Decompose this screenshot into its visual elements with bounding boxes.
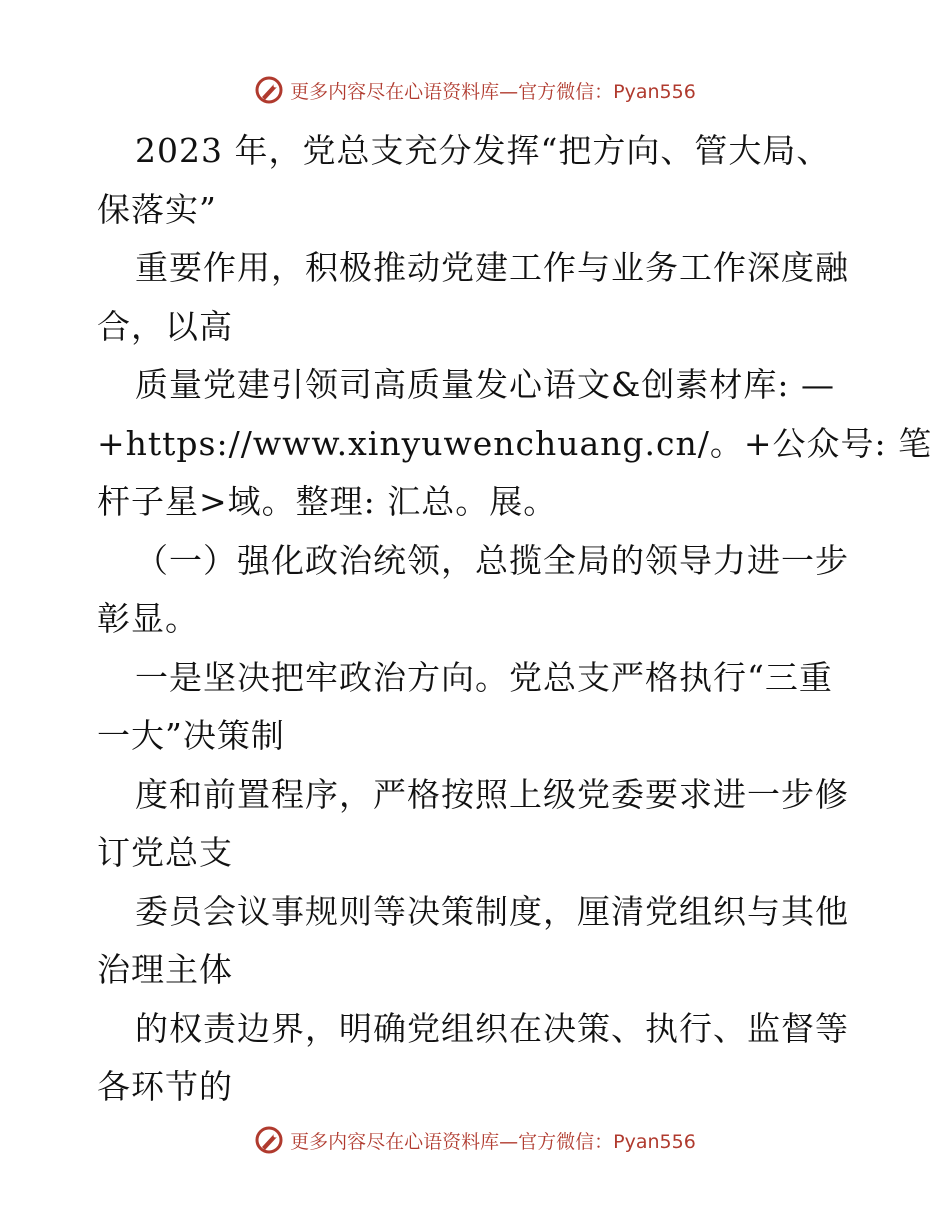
- text-line: 委员会议事规则等决策制度，厘清党组织与其他: [135, 891, 849, 931]
- text-line: 保落实”: [97, 189, 217, 229]
- document-body: [97, 122, 933, 1117]
- footer-watermark-text: 更多内容尽在心语资料库—官方微信：Pyan556: [290, 1130, 696, 1153]
- text-line: 质量党建引领司高质量发心语文&创素材库: —: [135, 365, 835, 404]
- text-line: 杆子星>域。整理: 汇总。展。: [97, 482, 558, 521]
- text-line: 合，以高: [97, 306, 233, 346]
- text-line: 2023 年，党总支充分发挥“把方向、管大局、: [135, 131, 831, 170]
- text-line: 各环节的: [97, 1067, 233, 1106]
- text-line: 度和前置程序，严格按照上级党委要求进一步修: [135, 774, 849, 814]
- text-line: 治理主体: [97, 950, 233, 989]
- text-line: 订党总支: [97, 833, 233, 872]
- footer-watermark-banner: [0, 1120, 950, 1160]
- text-line: 的权责边界，明确党组织在决策、执行、监督等: [135, 1008, 849, 1048]
- pen-logo-icon: [254, 75, 284, 105]
- text-line: 重要作用，积极推动党建工作与业务工作深度融: [135, 248, 849, 287]
- text-line: +https://www.xinyuwenchuang.cn/。+公众号: 笔: [97, 423, 933, 463]
- section-heading: （一）强化政治统领，总揽全局的领导力进一步: [135, 540, 849, 580]
- header-watermark-text: 更多内容尽在心语资料库—官方微信：Pyan556: [290, 80, 696, 103]
- header-watermark-banner: [0, 70, 950, 110]
- text-line: 一大”决策制: [97, 716, 285, 755]
- pen-logo-icon: [254, 1125, 284, 1155]
- text-line: 彰显。: [97, 599, 199, 638]
- text-line: 一是坚决把牢政治方向。党总支严格执行“三重: [135, 657, 833, 697]
